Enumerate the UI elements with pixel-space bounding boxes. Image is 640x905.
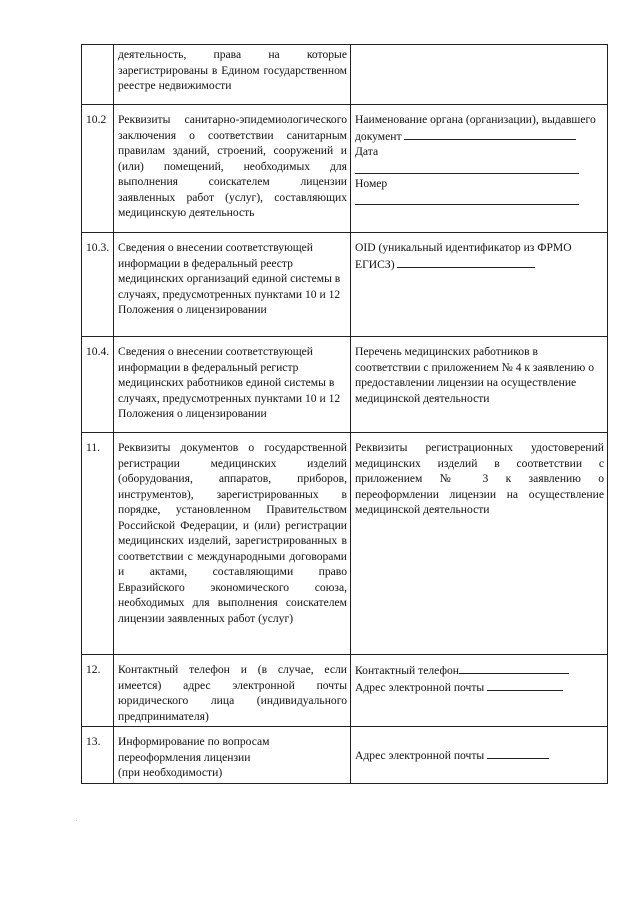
row-description: Сведения о внесении соответствующей информации в федеральный реестр медицинских организаций единой системы в случаях, предусмотренных пунктами 10 и 12 Положения о лицензировании: [114, 233, 351, 337]
scan-speck: [76, 820, 77, 821]
table-row: [82, 233, 608, 337]
row-value-cell: [351, 655, 608, 727]
row-description: Реквизиты санитарно-эпидемиологического заключения о соответствии санитарным правилам зданий, строений, сооружений и (или) помещений, необходимых для выполнения соискателем лицензии заявленных работ (услуг), составляющих медицинскую деятельность: [114, 105, 351, 233]
row-description: деятельность, права на которые зарегистрированы в Едином государственном реестре недвижимости: [114, 45, 351, 105]
email-label: Адрес электронной почты: [355, 680, 485, 694]
email-input-line[interactable]: [487, 747, 549, 759]
phone-label: Контактный телефон: [355, 664, 459, 677]
oid-input-line[interactable]: [397, 256, 535, 268]
table-row: [82, 45, 608, 105]
table-row: [82, 105, 608, 233]
table-row: [82, 727, 608, 784]
row-value-cell: Реквизиты регистрационных удостоверений медицинских изделий в соответствии с приложением № 3 к заявлению о переоформлении лицензии на осуществление медицинской деятельности: [351, 433, 608, 655]
document-input-line[interactable]: [404, 128, 576, 140]
issuing-authority-label: Наименование органа (организации), выдавшего: [355, 113, 596, 126]
number-input-line[interactable]: [355, 191, 579, 205]
license-form-table: [81, 44, 608, 784]
row-number: 11.: [82, 433, 114, 655]
info-line-1: Информирование по вопросам: [118, 735, 270, 748]
row-value-cell: [351, 233, 608, 337]
document-label: документ: [355, 129, 402, 143]
row-value-cell: [351, 727, 608, 784]
row-value-cell: Перечень медицинских работников в соответствии с приложением № 4 к заявлению о предоставлении лицензии на осуществление медицинской деятельности: [351, 337, 608, 433]
date-input-line[interactable]: [355, 160, 579, 174]
row-number: 10.2: [82, 105, 114, 233]
table-row: [82, 337, 608, 433]
row-description: Сведения о внесении соответствующей информации в федеральный регистр медицинских работников единой системы в случаях, предусмотренных пунктами 10 и 12 Положения о лицензировании: [114, 337, 351, 433]
table-row: [82, 433, 608, 655]
email-label: Адрес электронной почты: [355, 749, 485, 762]
egisz-label: ЕГИСЗ): [355, 257, 395, 271]
row-description: Контактный телефон и (в случае, если имеется) адрес электронной почты юридического лица (индивидуального предпринимателя): [114, 655, 351, 727]
row-number: 12.: [82, 655, 114, 727]
row-value-cell: [351, 105, 608, 233]
email-input-line[interactable]: [487, 679, 563, 691]
number-label: Номер: [355, 176, 388, 190]
info-line-2: переоформления лицензии: [118, 750, 251, 764]
row-number: 10.3.: [82, 233, 114, 337]
row-value-cell[interactable]: [351, 45, 608, 105]
row-number: [82, 45, 114, 105]
info-line-3: (при необходимости): [118, 766, 223, 779]
row-number: 10.4.: [82, 337, 114, 433]
table-row: [82, 655, 608, 727]
phone-input-line[interactable]: [459, 662, 569, 674]
row-description: [114, 727, 351, 784]
row-number: 13.: [82, 727, 114, 784]
oid-label: OID (уникальный идентификатор из ФРМО: [355, 241, 572, 254]
date-label: Дата: [355, 145, 379, 158]
row-description: Реквизиты документов о государственной регистрации медицинских изделий (оборудования, аппаратов, приборов, инструментов), зарегистрированных в порядке, установленном Правительством Российской Федерации, и (или) регистрации медицинских изделий, зарегистрированных в соответствии с международными договорами и актами, составляющими право Евразийского экономического союза, необходимых для выполнения соискателем лицензии заявленных работ (услуг): [114, 433, 351, 655]
